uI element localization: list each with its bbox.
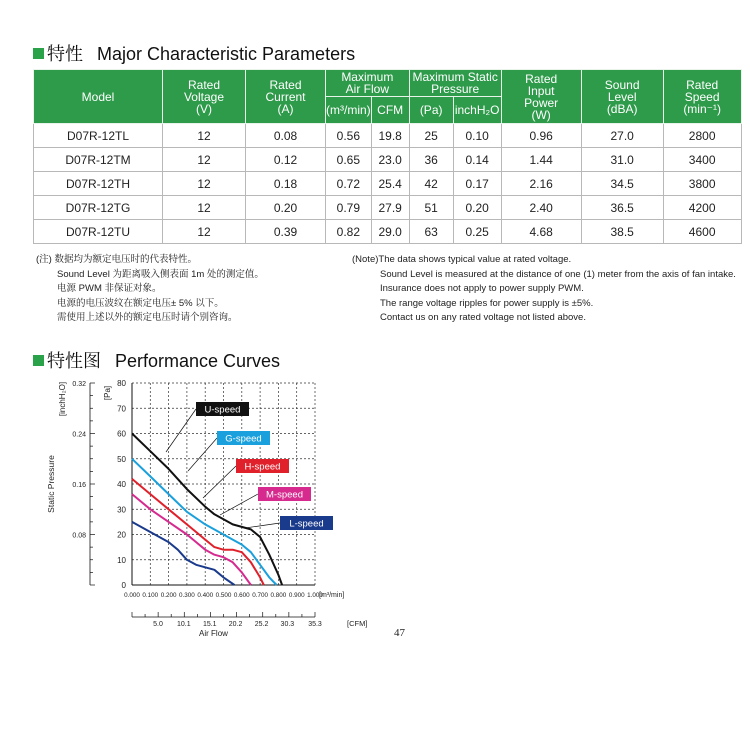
- value-cell: 23.0: [371, 148, 409, 172]
- model-cell: D07R-12TU: [34, 220, 163, 244]
- note-line: The range voltage ripples for power supply is ±5%.: [380, 297, 594, 309]
- header-sound-level: Sound Level (dBA): [581, 70, 663, 124]
- value-cell: 42: [409, 172, 453, 196]
- header-model: Model: [34, 70, 163, 124]
- x2-tick-label: 30.3: [280, 621, 295, 628]
- callout-leader-line: [245, 523, 280, 528]
- note-line: Sound Level is measured at the distance of one (1) meter from the axis of fan intake.: [380, 268, 736, 280]
- green-square-icon: [33, 355, 44, 366]
- value-cell: 34.5: [581, 172, 663, 196]
- value-cell: 4200: [663, 196, 741, 220]
- y-unit-label: [Pa]: [103, 385, 112, 401]
- green-square-icon: [33, 48, 44, 59]
- callout-leader-line: [166, 409, 196, 452]
- value-cell: 19.8: [371, 124, 409, 148]
- x-tick-label: 0.800: [270, 592, 287, 599]
- notes-english: [352, 253, 750, 326]
- y-tick-label: 20: [117, 530, 126, 540]
- y-tick-label: 30: [117, 505, 126, 515]
- value-cell: 0.20: [246, 196, 326, 220]
- x2-unit-label: [CFM]: [347, 619, 368, 628]
- value-cell: 0.10: [453, 124, 501, 148]
- x-tick-label: 1.000: [307, 592, 323, 599]
- value-cell: 12: [163, 124, 246, 148]
- series-label: L-speed: [289, 518, 324, 530]
- y2-tick-label: 0.08: [72, 532, 86, 540]
- x-tick-label: 0.000: [124, 592, 140, 599]
- note-line: 电源的电压波纹在额定电压± 5% 以下。: [57, 297, 224, 309]
- value-cell: 2800: [663, 124, 741, 148]
- value-cell: 63: [409, 220, 453, 244]
- y2-tick-label: 0.24: [72, 431, 86, 439]
- value-cell: 38.5: [581, 220, 663, 244]
- table-row: [34, 124, 742, 148]
- x2-tick-label: 35.3: [308, 621, 322, 628]
- value-cell: 51: [409, 196, 453, 220]
- x-tick-label: 0.700: [252, 592, 268, 599]
- value-cell: 0.56: [326, 124, 372, 148]
- notes-chinese: [36, 253, 346, 326]
- value-cell: 36.5: [581, 196, 663, 220]
- y-tick-label: 10: [117, 555, 126, 565]
- table-row: [34, 196, 742, 220]
- value-cell: 12: [163, 172, 246, 196]
- value-cell: 0.17: [453, 172, 501, 196]
- value-cell: 0.08: [246, 124, 326, 148]
- table-row: [34, 148, 742, 172]
- value-cell: 27.0: [581, 124, 663, 148]
- series-label: G-speed: [225, 433, 262, 445]
- section-title-en: Major Characteristic Parameters: [97, 44, 356, 64]
- value-cell: 0.79: [326, 196, 372, 220]
- x-axis-title: Air Flow: [199, 629, 228, 638]
- series-label: U-speed: [204, 404, 241, 416]
- value-cell: 0.25: [453, 220, 501, 244]
- x-unit-label: [m³/min]: [319, 592, 345, 599]
- series-line-u-speed: [132, 434, 282, 586]
- value-cell: 3800: [663, 172, 741, 196]
- x-tick-label: 0.600: [233, 592, 250, 599]
- parameters-table: [33, 69, 742, 244]
- value-cell: 0.20: [453, 196, 501, 220]
- y-tick-label: 80: [117, 379, 126, 388]
- y2-tick-label: 0.16: [72, 482, 86, 489]
- value-cell: 0.14: [453, 148, 501, 172]
- section-title-parameters: [33, 40, 355, 66]
- section-title-cn: 特性: [47, 44, 83, 64]
- y2-unit-label: [inchH₂O]: [58, 381, 67, 417]
- header-rated-voltage: Rated Voltage (V): [163, 70, 246, 124]
- header-unit-inchh2o: inchH₂O: [453, 97, 501, 124]
- model-cell: D07R-12TL: [34, 124, 163, 148]
- value-cell: 12: [163, 148, 246, 172]
- header-unit-m3min: (m³/min): [326, 97, 372, 124]
- value-cell: 12: [163, 196, 246, 220]
- table-row: [34, 220, 742, 244]
- x2-tick-label: 15.1: [202, 621, 217, 628]
- value-cell: 4.68: [501, 220, 581, 244]
- note-line: 需使用上述以外的额定电压时请个别咨询。: [57, 312, 238, 323]
- value-cell: 36: [409, 148, 453, 172]
- value-cell: 0.96: [501, 124, 581, 148]
- value-cell: 29.0: [371, 220, 409, 244]
- model-cell: D07R-12TM: [34, 148, 163, 172]
- value-cell: 31.0: [581, 148, 663, 172]
- value-cell: 0.12: [246, 148, 326, 172]
- note-line: (注) 数据均为额定电压时的代表特性。: [36, 254, 197, 265]
- callout-leader-line: [203, 466, 236, 498]
- y-tick-label: 60: [117, 429, 126, 439]
- header-rated-input-power: Rated Input Power (W): [501, 70, 581, 124]
- header-max-air-flow: Maximum Air Flow: [326, 70, 410, 97]
- value-cell: 0.72: [326, 172, 372, 196]
- x-tick-label: 0.500: [215, 592, 232, 599]
- value-cell: 3400: [663, 148, 741, 172]
- section-title-cn: 特性图: [47, 351, 101, 371]
- note-line: Insurance does not apply to power supply PWM.: [380, 283, 584, 294]
- callout-leader-line: [188, 438, 217, 471]
- table-row: [34, 172, 742, 196]
- value-cell: 1.44: [501, 148, 581, 172]
- y-tick-label: 70: [117, 404, 126, 414]
- series-label: M-speed: [266, 489, 303, 501]
- header-max-static-pressure: Maximum Static Pressure: [409, 70, 501, 97]
- value-cell: 0.82: [326, 220, 372, 244]
- note-line: Contact us on any rated voltage not listed above.: [380, 312, 586, 323]
- y-axis-title: Static Pressure: [46, 455, 56, 513]
- header-rated-speed: Rated Speed (min⁻¹): [663, 70, 741, 124]
- series-label: H-speed: [244, 461, 281, 473]
- value-cell: 4600: [663, 220, 741, 244]
- note-line: 电源 PWM 非保证对象。: [57, 283, 162, 294]
- callout-leader-line: [220, 494, 258, 515]
- page-number: 47: [394, 627, 405, 639]
- note-line: (Note)The data shows typical value at rated voltage.: [352, 254, 572, 265]
- y-tick-label: 50: [117, 454, 126, 464]
- note-line: Sound Level 为距离吸入侧表面 1m 处的测定值。: [57, 268, 264, 280]
- value-cell: 2.16: [501, 172, 581, 196]
- x2-tick-label: 25.2: [254, 621, 269, 628]
- y-tick-label: 40: [117, 480, 126, 489]
- x-tick-label: 0.200: [160, 592, 177, 599]
- model-cell: D07R-12TH: [34, 172, 163, 196]
- x2-tick-label: 20.2: [228, 621, 243, 628]
- x-tick-label: 0.100: [142, 592, 159, 599]
- x2-tick-label: 5.0: [153, 621, 163, 628]
- x-tick-label: 0.400: [197, 592, 214, 599]
- y2-tick-label: 0.32: [72, 381, 86, 388]
- section-title-en: Performance Curves: [115, 351, 281, 371]
- value-cell: 25: [409, 124, 453, 148]
- value-cell: 25.4: [371, 172, 409, 196]
- value-cell: 27.9: [371, 196, 409, 220]
- performance-curves-chart: [0, 370, 420, 645]
- y-tick-label: 0: [121, 581, 126, 590]
- x-tick-label: 0.300: [179, 592, 195, 599]
- value-cell: 2.40: [501, 196, 581, 220]
- value-cell: 0.39: [246, 220, 326, 244]
- header-unit-pa: (Pa): [409, 97, 453, 124]
- x-tick-label: 0.900: [288, 592, 305, 599]
- header-unit-cfm: CFM: [371, 97, 409, 124]
- x2-tick-label: 10.1: [176, 621, 191, 628]
- value-cell: 12: [163, 220, 246, 244]
- value-cell: 0.18: [246, 172, 326, 196]
- value-cell: 0.65: [326, 148, 372, 172]
- model-cell: D07R-12TG: [34, 196, 163, 220]
- header-rated-current: Rated Current (A): [246, 70, 326, 124]
